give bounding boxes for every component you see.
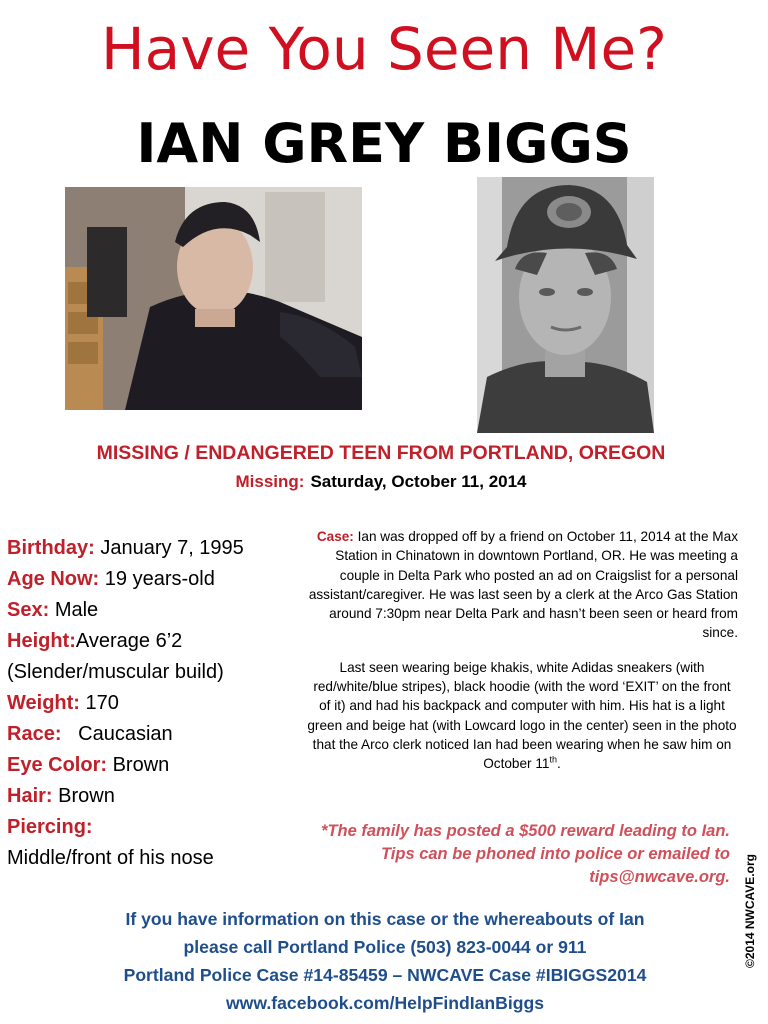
fact-value: Middle/front of his nose [7,847,214,869]
fact-label: Weight: [7,692,80,714]
contact-info [0,905,768,1017]
headline: Have You Seen Me? [101,15,667,83]
case-details [306,527,738,789]
fact-label: Race: [7,723,62,745]
fact-weight [7,688,299,719]
fact-value: Average 6’2 [75,630,183,652]
fact-label: Eye Color: [7,754,108,776]
fact-label: Birthday: [7,537,95,559]
fact-label: Hair: [7,785,53,807]
fact-label: Sex: [7,599,50,621]
reward-notice: *The family has posted a $500 reward leading to Ian. Tips can be phoned into police or emailed to tips@nwcave.org. [321,822,730,886]
missing-date: Saturday, October 11, 2014 [310,472,527,491]
fact-value: (Slender/muscular build) [7,661,224,683]
fact-value: January 7, 1995 [100,537,244,559]
fact-label: Age Now: [7,568,100,590]
missing-person-name: IAN GREY BIGGS [136,112,632,175]
fact-hair [7,781,299,812]
fact-value: 19 years-old [104,568,215,590]
fact-value: Brown [112,754,170,776]
case-summary [306,527,738,643]
fact-piercing [7,843,299,874]
fact-build [7,657,299,688]
missing-date-line [0,470,762,494]
photo-webcam-image [65,187,362,410]
case-description-end: . [556,756,561,772]
photo-hat [477,177,654,433]
fact-sex [7,595,299,626]
fact-value: Caucasian [78,723,173,745]
contact-line: If you have information on this case or the whereabouts of Ian [125,909,645,929]
fact-label: Height: [7,630,76,652]
fact-race [7,719,299,750]
fact-label: Piercing: [7,816,93,838]
contact-line: please call Portland Police (503) 823-0044 or 911 [183,937,587,957]
person-facts [7,533,299,874]
fact-height [7,626,299,657]
missing-label: Missing: [235,472,305,491]
fact-birthday [7,533,299,564]
case-description-sup: th [549,754,557,765]
photo-webcam [65,187,362,410]
fact-value: Brown [58,785,115,807]
copyright-notice: ©2014 NWCAVE.org [743,854,757,968]
case-label: Case: [316,529,354,544]
fact-value: Male [54,599,99,621]
missing-title: MISSING / ENDANGERED TEEN FROM PORTLAND, OREGON [96,442,666,464]
photo-hat-image [477,177,654,433]
case-description [306,658,738,774]
fact-piercing-label-row [7,812,299,843]
case-description-text: Last seen wearing beige khakis, white Adidas sneakers (with red/white/blue stripes), black hoodie (with the word ‘EXIT’ on the front of it) and had his backpack and computer with him. His hat is a light green and beige hat (with Lowcard logo in the center) seen in the photo that the Arco clerk noticed Ian had been wearing when he saw him on October 11 [307,659,737,772]
contact-line: Portland Police Case #14-85459 – NWCAVE Case #IBIGGS2014 [123,965,647,985]
case-text: Ian was dropped off by a friend on October 11, 2014 at the Max Station in Chinatown in downtown Portland, OR. He was meeting a couple in Delta Park who posted an ad on Craigslist for a personal assistant/caregiver. He was last seen by a clerk at the Arco Gas Station around 7:30pm near Delta Park and hasn’t been seen or heard from since. [308,529,738,641]
fact-value: 170 [85,692,119,714]
facebook-link[interactable]: www.facebook.com/HelpFindIanBiggs [225,993,545,1013]
fact-age [7,564,299,595]
fact-eye-color [7,750,299,781]
